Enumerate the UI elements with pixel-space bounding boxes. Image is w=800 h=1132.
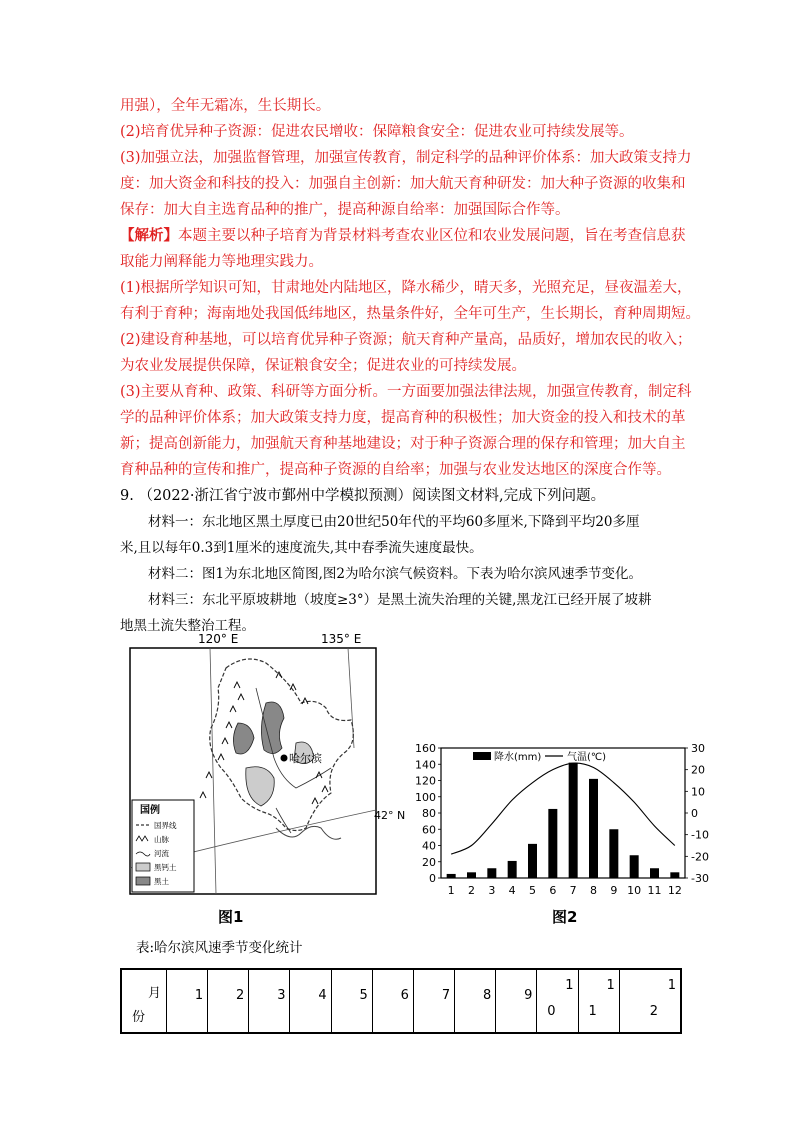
harbin-dot [281,755,288,762]
material-line: 材料二：图1为东北地区简图,图2为哈尔滨气候资料。下表为哈尔滨风速季节变化。 [148,566,642,582]
left-tick-label: 160 [415,742,436,755]
x-tick-label: 2 [468,884,475,897]
analysis-tag: 【解析】 [120,227,178,244]
figure1-caption: 图1 [218,908,244,926]
material-line: 材料一：东北地区黑土厚度已由20世纪50年代的平均60多厘米,下降到平均20多厘 [148,514,640,530]
answer-line: 度：加大资金和科技的投入：加强自主创新：加大航天育种研发：加大种子资源的收集和 [120,176,686,192]
left-tick-label: 140 [415,758,436,772]
month-cell: 3 [249,969,290,1033]
material-line: 地黑土流失整治工程。 [120,618,255,634]
month-cell: 8 [455,969,496,1033]
x-tick-label: 4 [508,884,516,897]
legend-blacksoil-swatch [136,877,150,885]
analysis-line: 育种品种的宣传和推广，提高种子资源的自给率；加强与农业发达地区的深度合作等。 [120,462,671,478]
analysis-line: 为农业发展提供保障，保证粮食安全；促进农业的可持续发展。 [120,358,526,374]
x-tick-label: 1 [447,884,455,897]
question-line [120,486,605,506]
precip-bar [487,868,496,878]
precip-bar [569,763,578,878]
right-tick-label: 10 [691,785,705,799]
precip-bar [528,844,537,878]
lon-label-135: 135° E [321,632,362,646]
black-soil-area [261,702,284,754]
analysis-line: (3)主要从育种、政策、科研等方面分析。一方面要加强法律法规，加强宣传教育，制定科 [120,384,692,400]
left-tick-label: 0 [429,872,436,885]
precip-bar [650,868,659,878]
right-tick-label: 30 [691,742,705,755]
lat-label: 42° N [374,809,406,822]
legend-item: 山脉 [154,835,169,844]
material-line: 材料三：东北平原坡耕地（坡度≥3°）是黑土流失治理的关键,黑龙江已经开展了坡耕 [148,592,652,608]
right-tick-label: 20 [691,763,705,777]
month-cell: 5 [331,969,372,1033]
analysis-first-line: 本题主要以种子培育为背景材料考查农业区位和农业发展问题，旨在考查信息获 [178,228,686,244]
analysis-line: (2)建设育种基地，可以培育优异种子资源；航天育种产量高，品质好，增加农民的收入； [120,332,692,348]
analysis-line: 取能力阐释能力等地理实践力。 [120,254,323,270]
month-cell: 1 0 [537,969,578,1033]
precip-bar [609,829,618,878]
month-cell: 2 [208,969,249,1033]
northeast-map [126,628,406,900]
left-tick-label: 40 [422,839,436,853]
month-cell: 1 1 [578,969,619,1033]
table-title: 表:哈尔滨风速季节变化统计 [136,940,303,956]
x-tick-label: 10 [627,884,642,897]
x-tick-label: 7 [569,884,577,897]
question-number: 9. [120,488,134,504]
legend-precip-swatch [473,752,491,760]
analysis-heading-line [120,226,686,246]
month-cell: 6 [372,969,413,1033]
question-text: （2022·浙江省宁波市鄞州中学模拟预测）阅读图文材料,完成下列问题。 [138,488,606,504]
precip-bar [508,861,517,878]
table-header-cell [121,969,167,1033]
month-cell: 9 [496,969,537,1033]
legend-precip-label: 降水(mm) [494,752,542,763]
left-tick-label: 120 [415,774,436,788]
x-tick-label: 12 [667,884,682,897]
month-cell: 7 [413,969,454,1033]
material-line: 米,且以每年0.3到1厘米的速度流失,其中春季流失速度最快。 [120,540,483,556]
city-label: 哈尔滨 [289,752,322,765]
analysis-line: 新；提高创新能力，加强航天育种基地建设；对于种子资源合理的保存和管理；加大自主 [120,436,686,452]
precip-bar [548,809,557,878]
figure2-caption: 图2 [552,908,578,926]
answer-line: 用强），全年无霜冻，生长期长。 [120,98,331,114]
precip-bar [447,874,456,878]
x-tick-label: 8 [590,884,597,897]
climate-chart [405,738,715,898]
header-bottom: 份 [132,1010,146,1025]
month-cell: 1 [167,969,208,1033]
analysis-line: (1)根据所学知识可知，甘肃地处内陆地区，降水稀少，晴天多，光照充足，昼夜温差大， [120,280,692,296]
left-tick-label: 60 [422,823,436,837]
chart-plot-frame [441,748,685,878]
legend-item: 国界线 [154,821,177,830]
legend-item: 河流 [154,849,169,858]
temperature-line [451,763,675,854]
answer-line: (2)培育优异种子资源：促进农民增收：保障粮食安全：促进农业可持续发展等。 [120,124,634,140]
right-tick-label: -10 [691,828,709,842]
right-tick-label: -20 [691,850,709,864]
legend-title: 国例 [140,805,160,816]
header-top: 月 [148,986,162,1001]
legend-temp-label: 气温(℃) [567,752,607,763]
lon-label-120: 120° E [198,632,239,646]
x-tick-label: 9 [610,884,618,897]
legend-item: 黑土 [154,877,169,886]
precip-bar [630,855,639,878]
month-cell: 1 2 [619,969,681,1033]
legend-item: 黑钙土 [154,863,177,872]
answer-line: 保存：加大自主选育品种的推广，提高种源自给率：加强国际合作等。 [120,202,570,218]
right-tick-label: 0 [691,807,698,820]
left-tick-label: 20 [422,855,436,869]
left-tick-label: 80 [422,807,436,820]
x-tick-label: 11 [647,884,662,897]
wind-table [120,968,682,1034]
x-tick-label: 6 [549,884,557,897]
table-row [121,969,681,1033]
analysis-line: 学的品种评价体系；加大政策支持力度，提高育种的积极性；加大资金的投入和技术的革 [120,410,686,426]
left-tick-label: 100 [415,790,436,804]
analysis-line: 有利于育种；海南地处我国低纬地区，热量条件好，全年可生产，生长期长，育种周期短。 [120,306,700,322]
precip-bar [589,779,598,878]
precip-bar [670,872,679,878]
x-tick-label: 5 [529,884,536,897]
legend-chernozem-swatch [136,863,150,871]
month-cell: 4 [290,969,331,1033]
x-tick-label: 3 [488,884,496,897]
precip-bar [467,872,476,878]
right-tick-label: -30 [691,872,709,885]
answer-line: (3)加强立法，加强监督管理，加强宣传教育，制定科学的品种评价体系：加大政策支持力 [120,150,692,166]
